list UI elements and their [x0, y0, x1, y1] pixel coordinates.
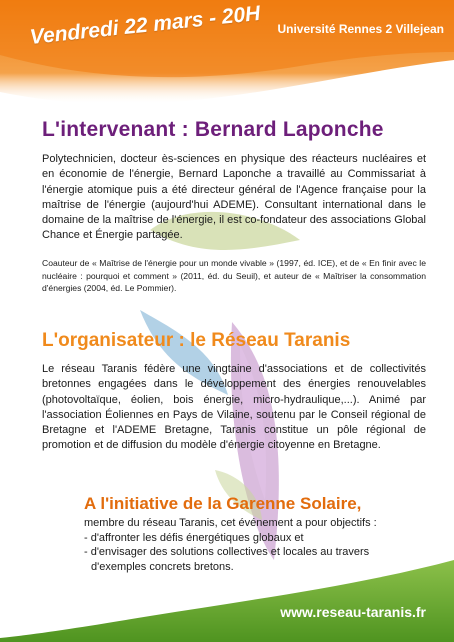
initiative-heading: A l'initiative de la Garenne Solaire, — [84, 494, 362, 513]
speaker-heading: L'intervenant : Bernard Laponche — [42, 118, 384, 141]
website-link[interactable]: www.reseau-taranis.fr — [280, 604, 426, 620]
event-venue: Université Rennes 2 Villejean — [277, 22, 444, 36]
initiative-intro: membre du réseau Taranis, cet événement a pour objectifs : — [84, 517, 377, 529]
initiative-goal-2-line-1: - d'envisager des solutions collectives et locales au travers — [84, 546, 370, 558]
speaker-bio: Polytechnicien, docteur ès-sciences en physique des réacteurs nucléaires et en économie de l'énergie, Bernard Laponche a travaillé au Commissariat à l'énergie atomique puis a été directeur général de l'Agence française pour la maîtrise de l'énergie (aujourd'hui ADEME). Consultant international dans le domaine de la maîtrise de l'énergie, il est co-fondateur des associations Global Chance et Énergie partagée. — [42, 153, 426, 242]
initiative-goal-1: - d'affronter les défis énergétiques globaux et — [84, 531, 304, 544]
organiser-text: Le réseau Taranis fédère une vingtaine d'associations et de collectivités bretonnes engagées dans le développement des énergies renouvelables (photovoltaïque, éolien, bois énergie, micro-hydraulique,...). Animé par l'association Éoliennes en Pays de Vilaine, soutenu par le Conseil régional de Bretagne et l'ADEME Bretagne, Taranis constitue un pôle régional de promotion et de diffusion du modèle d'énergie citoyenne en Bretagne. — [42, 363, 426, 452]
initiative-goal-2-line-2: d'exemples concrets bretons. — [91, 560, 234, 573]
organiser-heading: L'organisateur : le Réseau Taranis — [42, 330, 351, 351]
event-date: Vendredi 22 mars - 20H — [28, 1, 262, 49]
initiative-goals — [84, 516, 434, 574]
speaker-books: Coauteur de « Maîtrise de l'énergie pour un monde vivable » (1997, éd. ICE), et de « En finir avec le nucléaire : pourquoi et comment » (2011, éd. du Seuil), et auteur de « Maîtriser la consommation d'énergies (2004, éd. Le Pommier). — [42, 258, 426, 293]
